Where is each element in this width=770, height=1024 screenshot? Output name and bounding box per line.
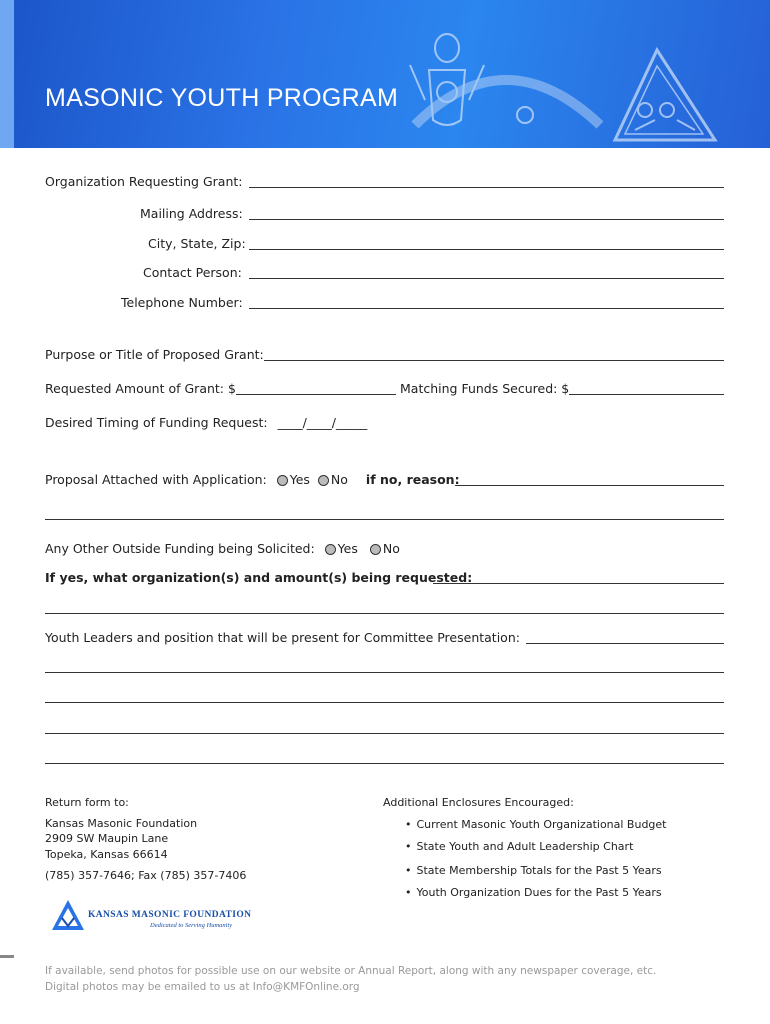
footer-email-note: Digital photos may be emailed to us at Info@KMFOnline.org [45,981,360,993]
organization-field[interactable] [249,187,724,188]
return-org: Kansas Masonic Foundation [45,817,198,830]
return-city: Topeka, Kansas 66614 [45,848,168,861]
label-organization: Organization Requesting Grant: [45,174,243,189]
reason-continuation-line[interactable] [45,519,724,520]
label-if-yes-organizations: If yes, what organization(s) and amount(s) being requested: [45,570,473,585]
youth-leaders-line-2[interactable] [45,702,724,703]
proposal-yes-radio[interactable] [277,472,310,487]
outside-yes-radio[interactable] [325,541,358,556]
label-contact-person: Contact Person: [143,265,242,280]
timing-date-field[interactable]: ____/____/_____ [277,415,368,430]
label-timing [45,415,367,430]
label-telephone: Telephone Number: [121,295,243,310]
label-youth-leaders: Youth Leaders and position that will be present for Committee Presentation: [45,630,520,645]
header-banner [0,0,770,148]
outside-funding-row [45,541,400,556]
return-label: Return form to: [45,796,129,809]
radio-icon [370,544,381,555]
enclosures-label: Additional Enclosures Encouraged: [383,796,574,809]
youth-organization-emblems-icon [395,30,725,145]
label-city-state-zip: City, State, Zip: [148,236,246,251]
if-yes-organizations-field[interactable] [433,583,724,584]
label-if-no-reason: if no, reason: [365,472,460,487]
if-no-reason-field[interactable] [455,485,724,486]
timing-label-text: Desired Timing of Funding Request: [45,415,268,430]
organizations-continuation-line[interactable] [45,613,724,614]
label-mailing-address: Mailing Address: [140,206,243,221]
no-label: No [382,541,400,556]
radio-icon [325,544,336,555]
youth-leaders-line-1[interactable] [45,672,724,673]
yes-label: Yes [289,472,310,487]
kmf-logo-tagline: Dedicated to Serving Humanity [150,922,233,929]
proposal-attached-row [45,472,460,487]
banner-edge-strip [0,0,14,148]
mailing-address-field[interactable] [249,219,724,220]
label-outside-funding: Any Other Outside Funding being Solicited: [45,541,315,556]
youth-leaders-field[interactable] [526,643,724,644]
radio-icon [277,475,288,486]
footer-divider [0,955,14,958]
contact-person-field[interactable] [249,278,724,279]
return-phone: (785) 357-7646; Fax (785) 357-7406 [45,869,247,882]
no-label: No [330,472,348,487]
enclosure-item: • State Membership Totals for the Past 5 Years [405,864,662,877]
enclosure-item: • State Youth and Adult Leadership Chart [405,840,633,853]
return-street: 2909 SW Maupin Lane [45,832,169,845]
matching-funds-field[interactable] [569,394,724,395]
label-proposal-attached: Proposal Attached with Application: [45,472,267,487]
radio-icon [318,475,329,486]
requested-amount-field[interactable] [236,394,396,395]
label-requested-amount: Requested Amount of Grant: $ [45,381,236,396]
telephone-field[interactable] [249,308,724,309]
page-title: MASONIC YOUTH PROGRAM [45,84,399,112]
label-purpose: Purpose or Title of Proposed Grant: [45,347,264,362]
purpose-field[interactable] [264,360,724,361]
city-state-zip-field[interactable] [249,249,724,250]
proposal-no-radio[interactable] [318,472,348,487]
outside-no-radio[interactable] [370,541,400,556]
enclosure-item: • Current Masonic Youth Organizational Budget [405,818,667,831]
footer-photos-note: If available, send photos for possible use on our website or Annual Report, along with any newspaper coverage, etc. [45,965,657,977]
yes-label: Yes [337,541,358,556]
youth-leaders-line-4[interactable] [45,763,724,764]
enclosure-item: • Youth Organization Dues for the Past 5 Years [405,886,662,899]
label-matching-funds: Matching Funds Secured: $ [400,381,570,396]
youth-leaders-line-3[interactable] [45,733,724,734]
kmf-logo-name: KANSAS MASONIC FOUNDATION [88,910,252,920]
